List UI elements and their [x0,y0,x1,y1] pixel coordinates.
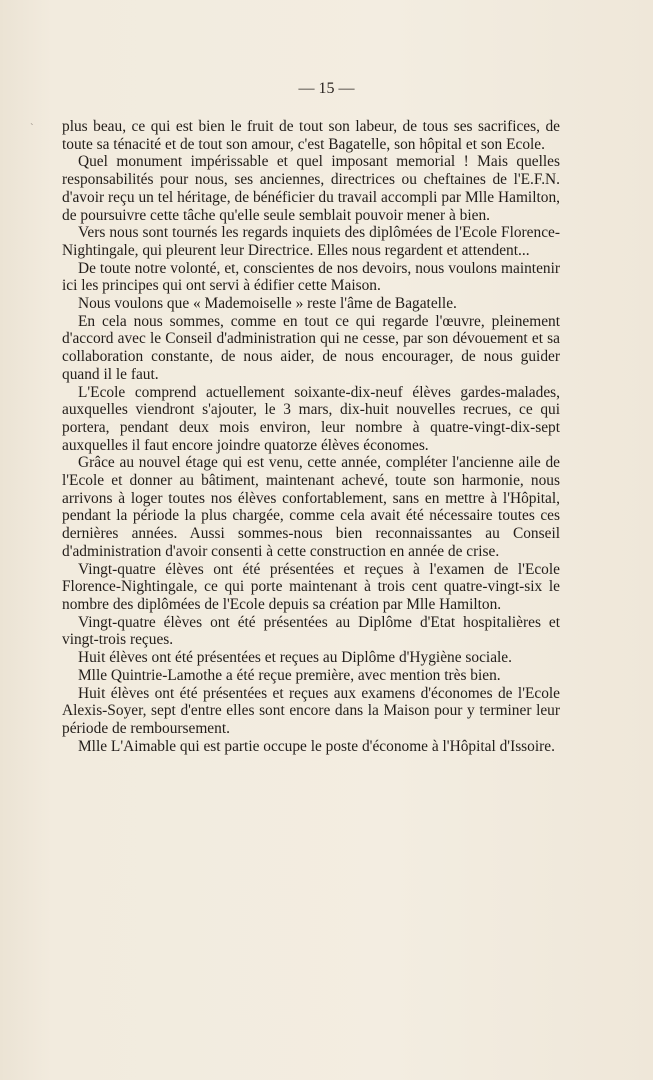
paragraph: Vingt-quatre élèves ont été présentées et reçues à l'examen de l'Ecole Florence-Nightingale, ce qui porte maintenant à trois cent quatre-vingt-six le nombre des diplômées de l'Ecole depuis sa création par Mlle Hamilton. [62,560,560,613]
margin-mark: ˋ [30,122,34,134]
paragraph: Grâce au nouvel étage qui est venu, cette année, compléter l'ancienne aile de l'Ecole et donner au bâtiment, maintenant achevé, toute son harmonie, nous arrivons à loger toutes nos élèves confortablement, sans en mettre à l'Hôpital, pendant la période la plus chargée, comme cela avait été nécessaire toutes ces dernières années. Aussi sommes-nous bien reconnaissantes au Conseil d'administration d'avoir consenti à cette construction en année de crise. [62,454,560,560]
paragraph: Huit élèves ont été présentées et reçues au Diplôme d'Hygiène sociale. [78,649,512,667]
paragraph: L'Ecole comprend actuellement soixante-dix-neuf élèves gardes-malades, auxquelles viendront s'ajouter, le 3 mars, dix-huit nouvelles recrues, ce qui portera, pendant deux mois environ, leur nombre à quatre-vingt-dix-sept auxquelles il faut encore joindre quatorze élèves économes. [62,383,560,454]
paragraph: Huit élèves ont été présentées et reçues aux examens d'économes de l'Ecole Alexis-Soyer, sept d'entre elles sont encore dans la Maison pour y terminer leur période de remboursement. [62,684,560,737]
paragraph: Nous voulons que « Mademoiselle » reste l'âme de Bagatelle. [78,295,457,313]
body-text [62,118,560,755]
paragraph: En cela nous sommes, comme en tout ce qui regarde l'œuvre, pleinement d'accord avec le Conseil d'administration qui ne cesse, par son dévouement et sa collaboration constante, de nous aider, de nous encourager, de nous guider quand il le faut. [62,312,560,383]
paragraph: plus beau, ce qui est bien le fruit de tout son labeur, de tous ses sacrifices, de toute sa ténacité et de tout son amour, c'est Bagatelle, son hôpital et son Ecole. [62,118,560,153]
paragraph: Vers nous sont tournés les regards inquiets des diplômées de l'Ecole Florence-Nightingale, qui pleurent leur Directrice. Elles nous regardent et attendent... [62,224,560,259]
page-number: — 15 — [298,80,355,97]
paragraph: Mlle L'Aimable qui est partie occupe le poste d'économe à l'Hôpital d'Issoire. [78,737,555,755]
paragraph: Vingt-quatre élèves ont été présentées au Diplôme d'Etat hospitalières et vingt-trois reçues. [62,613,560,649]
paragraph: De toute notre volonté, et, conscientes de nos devoirs, nous voulons maintenir ici les principes qui ont servi à édifier cette Maison. [62,259,560,295]
paragraph: Quel monument impérissable et quel imposant memorial ! Mais quelles responsabilités pour nous, ses anciennes, directrices ou cheftaines de l'E.F.N. d'avoir reçu un tel héritage, de bénéficier du travail accompli par Mlle Hamilton, de poursuivre cette tâche qu'elle seule semblait pouvoir mener à bien. [62,153,560,224]
paragraph: Mlle Quintrie-Lamothe a été reçue première, avec mention très bien. [78,666,501,684]
